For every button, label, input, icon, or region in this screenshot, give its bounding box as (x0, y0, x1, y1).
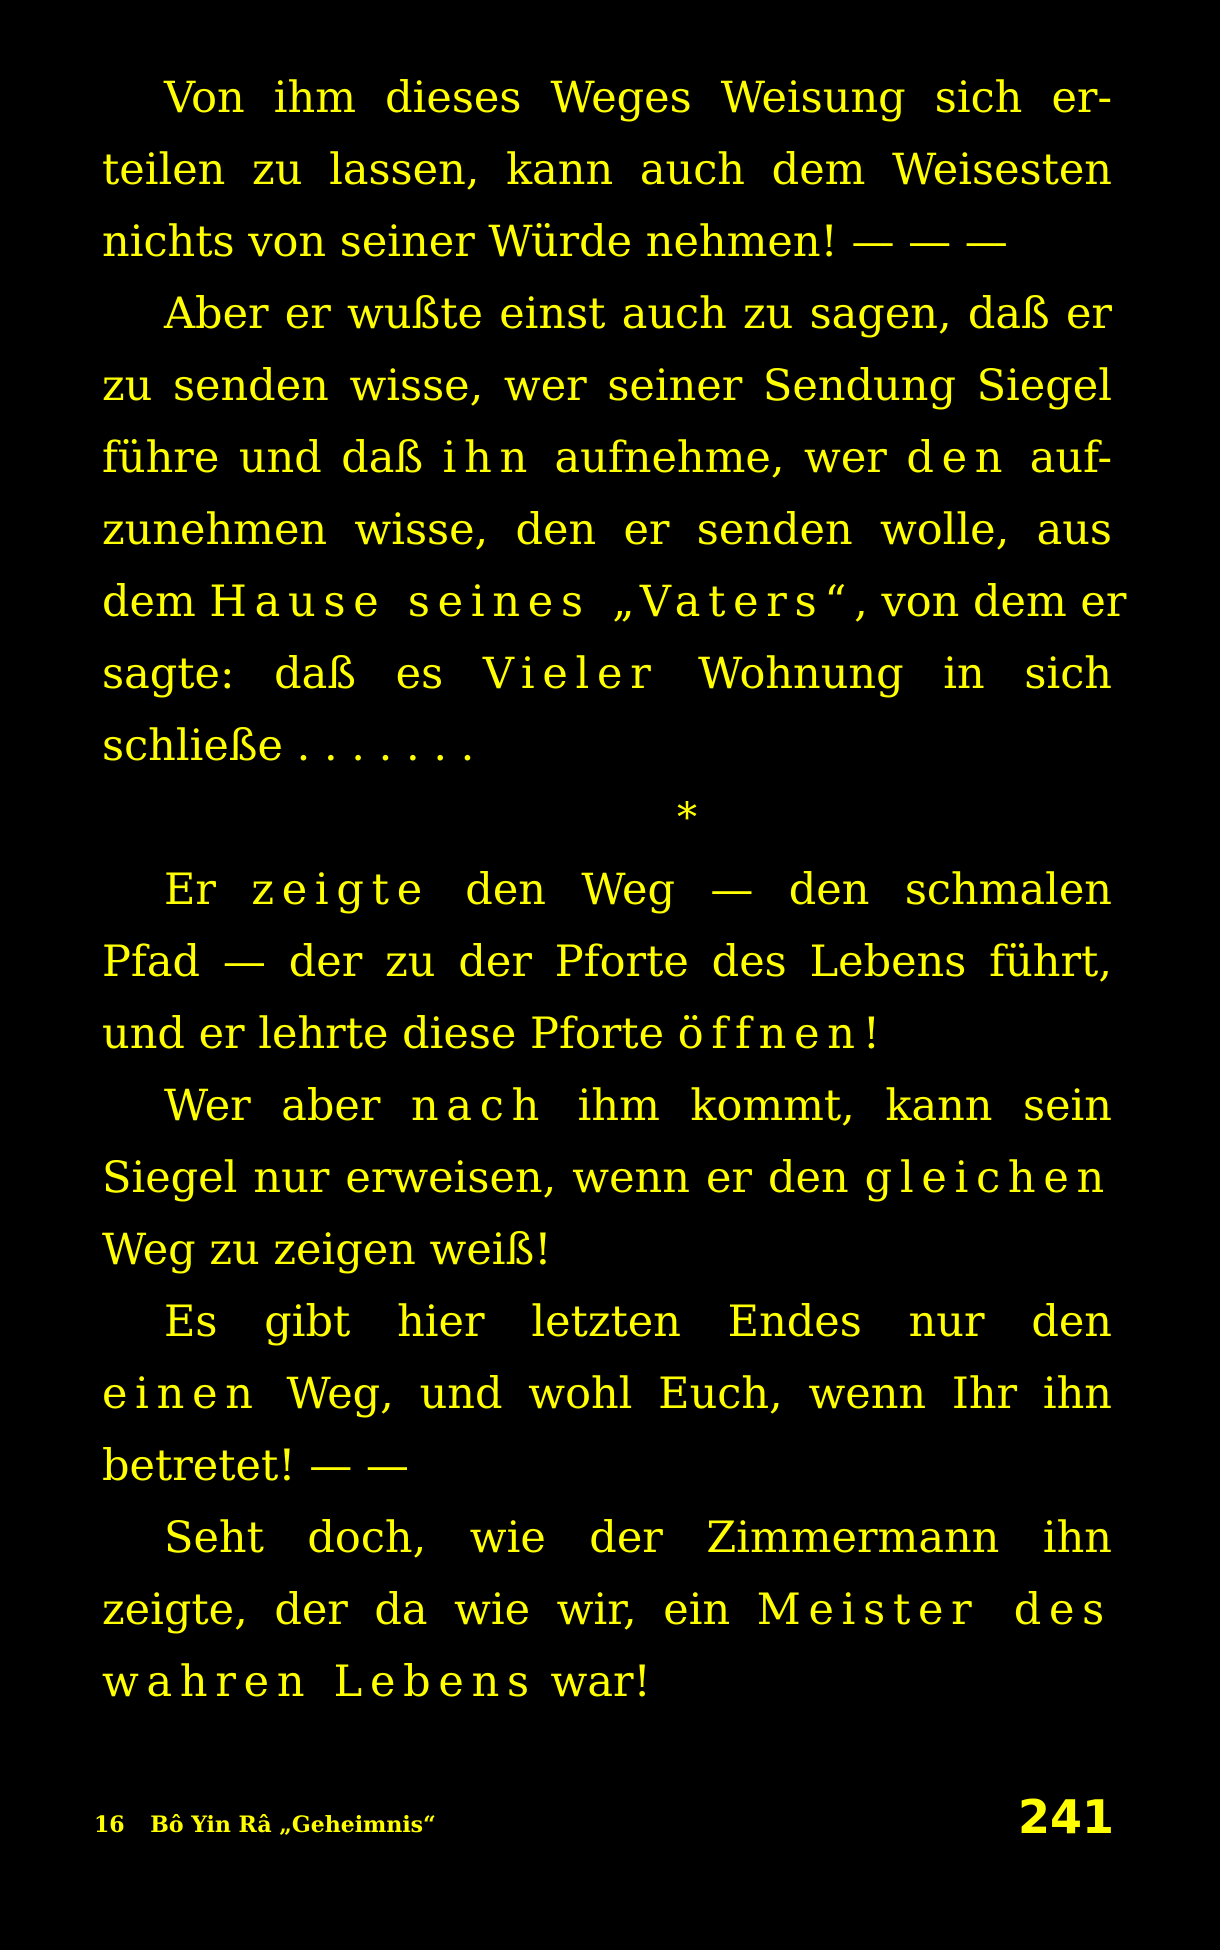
text-line: Seht doch, wie der Zimmermann ihn (164, 1513, 1112, 1563)
paragraph-5 (102, 1286, 1112, 1502)
paragraph-6 (102, 1502, 1112, 1718)
text-run: war! (536, 1657, 651, 1707)
emphasis: zeigte (251, 865, 430, 915)
paragraph-1 (102, 62, 1112, 278)
emphasis: öffnen (677, 1009, 863, 1059)
text-run: aufnehme, wer (535, 433, 907, 483)
text-line (102, 1646, 1112, 1718)
text-run: Er (164, 865, 252, 915)
text-line (102, 638, 1112, 710)
text-line: zunehmen wisse, den er senden wolle, aus (102, 505, 1112, 555)
text-line (102, 566, 1127, 638)
paragraph-3 (102, 854, 1112, 1070)
text-line: schließe . . . . . . . (102, 721, 475, 771)
text-line: Weg zu zeigen weiß! (102, 1225, 552, 1275)
text-line (102, 1142, 1112, 1214)
text-run: Weg, und wohl Euch, wenn Ihr ihn (260, 1369, 1112, 1419)
text-line: nichts von seiner Würde nehmen! — — — (102, 217, 1008, 267)
text-line: betretet! — — (102, 1441, 409, 1491)
text-run: und er lehrte diese Pforte (102, 1009, 678, 1059)
text-line: Von ihm dieses Weges Weisung sich er- (164, 73, 1112, 123)
text-line: zu senden wisse, wer seiner Sendung Siegel (102, 361, 1112, 411)
text-line (102, 1070, 1112, 1142)
text-line (102, 998, 1112, 1070)
text-line (102, 422, 1112, 494)
emphasis: wahren Lebens (102, 1657, 537, 1707)
text-run: Siegel nur erweisen, wenn er den (102, 1153, 865, 1203)
book-reference: Bô Yin Râ „Geheimnis“ (150, 1812, 436, 1838)
text-line (102, 854, 1112, 926)
text-run: auf- (1010, 433, 1112, 483)
emphasis: einen (102, 1369, 261, 1419)
text-run: führe und daß (102, 433, 443, 483)
paragraph-4 (102, 1070, 1112, 1286)
text-run: Wer aber (164, 1081, 411, 1131)
section-separator: * (677, 795, 697, 841)
page-body (102, 62, 1127, 1718)
text-run: , von dem er (854, 577, 1127, 627)
emphasis: ihn (442, 433, 536, 483)
emphasis: gleichen (864, 1153, 1112, 1203)
paragraph-2 (102, 278, 1127, 782)
emphasis: nach (410, 1081, 548, 1131)
emphasis: Vieler (482, 649, 659, 699)
text-line: Es gibt hier letzten Endes nur den (164, 1297, 1112, 1347)
text-line (102, 1358, 1112, 1430)
page-footer (94, 1790, 1114, 1850)
text-line: Pfad — der zu der Pforte des Lebens führt, (102, 937, 1112, 987)
text-run: den Weg — den schmalen (429, 865, 1112, 915)
emphasis: Hause seines „Vaters“ (209, 577, 855, 627)
text-line: Aber er wußte einst auch zu sagen, daß er (164, 289, 1112, 339)
text-run: Wohnung in sich (658, 649, 1112, 699)
emphasis: Meister des (756, 1585, 1112, 1635)
text-run: ! (862, 1009, 880, 1059)
signature-number: 16 (94, 1812, 125, 1838)
emphasis: den (906, 433, 1011, 483)
text-line (102, 1574, 1112, 1646)
text-run: dem (102, 577, 210, 627)
printer-signature (94, 1812, 454, 1838)
text-line: teilen zu lassen, kann auch dem Weisesten (102, 145, 1112, 195)
text-run: ihm kommt, kann sein (547, 1081, 1112, 1131)
page-number: 241 (1017, 1790, 1114, 1844)
text-run: sagte: daß es (102, 649, 483, 699)
text-run: zeigte, der da wie wir, ein (102, 1585, 757, 1635)
